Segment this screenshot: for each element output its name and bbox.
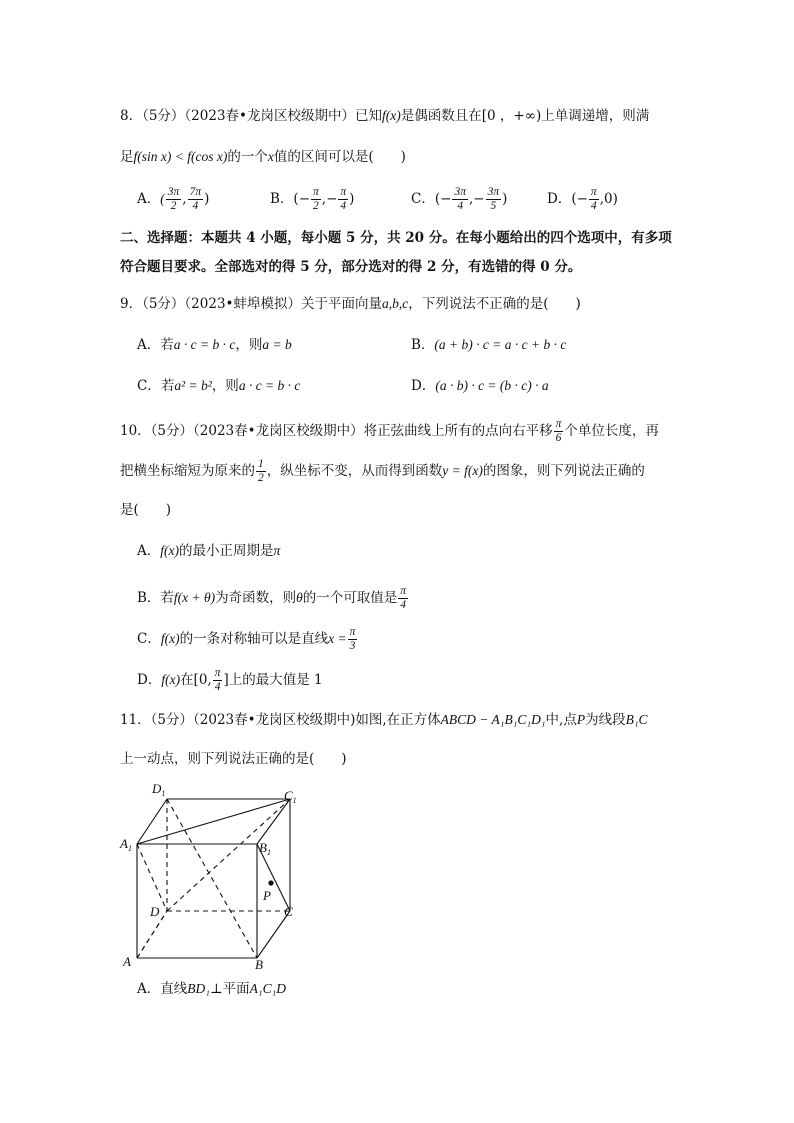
q8-option-a[interactable]: [137, 186, 209, 213]
q10-b-m1: f(x + θ): [173, 590, 216, 605]
q8-option-d-label: D．: [547, 191, 572, 207]
q8-a-sep: ,: [182, 191, 187, 207]
q10-shift-d: 6: [555, 432, 562, 444]
q11-a-m1: BD₁: [187, 981, 210, 996]
q10-option-d[interactable]: [137, 667, 323, 694]
q10-option-a[interactable]: [137, 541, 280, 561]
point-p: [268, 880, 273, 885]
q8-d-post: ,0): [599, 191, 618, 207]
q8-a-frac1: [166, 186, 182, 213]
q8-d-frac1: [589, 186, 599, 213]
q10-d-label: D．: [137, 672, 162, 688]
q9-stem: [120, 294, 581, 314]
q9-c-m1: a² = b²: [174, 378, 212, 393]
label-p: P: [263, 888, 271, 903]
q9-c-m2: a · c = b · c: [238, 378, 301, 393]
q8-option-a-label: A．: [137, 191, 161, 207]
q10-option-b[interactable]: [137, 585, 409, 612]
label-c1: $C_1$: [284, 788, 297, 805]
q8-option-c[interactable]: [411, 186, 507, 213]
q10-a-m2: π: [273, 543, 281, 558]
q8-d-pre: (−: [571, 191, 588, 207]
q9-a-m1: a · c = b · c: [173, 337, 236, 352]
q8-option-b-label: B．: [270, 191, 294, 207]
q10-b-text: 为奇函数，则: [215, 590, 297, 606]
q11-a-text: ⊥平面: [209, 981, 250, 997]
q8-line2-c: 值的区间可以是( ): [273, 149, 406, 165]
q9-option-c[interactable]: [137, 376, 300, 396]
q8-b-f1d: 2: [313, 200, 319, 212]
label-d1: $D_1$: [152, 781, 166, 798]
q8-stem-line2: [120, 147, 406, 167]
q10-c-m2: x =: [328, 631, 347, 646]
q8-a-f1n: 3π: [167, 186, 180, 198]
q8-d-f1d: 4: [590, 200, 597, 212]
label-a1: $A_1$: [120, 836, 132, 853]
q10-stem-line1: [120, 418, 659, 445]
q8-option-c-label: C．: [411, 191, 435, 207]
q8-c-f2d: 5: [490, 200, 497, 212]
q8-c-f2n: 3π: [487, 186, 500, 198]
q10-b-label: B．若: [137, 590, 174, 606]
q10-c-frac: [348, 626, 358, 653]
q11-cube: ABCD − A₁B₁C₁D₁: [440, 712, 546, 727]
edge-a1d1: [137, 799, 167, 844]
q8-option-d[interactable]: [547, 186, 618, 213]
q8-b-frac2: [338, 186, 348, 213]
q10-stem-line2: [120, 458, 645, 485]
q11-stem-line1: [120, 710, 648, 730]
q8-b-f2n: π: [340, 186, 347, 198]
q8-a-post: ): [204, 191, 210, 207]
q11-mid2: 为线段: [585, 712, 626, 728]
q9-d-label: D．: [411, 378, 436, 394]
q9-c-mid: ，则: [211, 378, 239, 394]
q9-option-d[interactable]: [411, 376, 549, 396]
diag-a1c1: [137, 799, 290, 844]
q8-b-f1n: π: [313, 186, 319, 198]
q8-inequality: f(sin x) < f(cos x): [133, 149, 228, 164]
q8-a-frac2: [188, 186, 204, 213]
q8-c-frac2: [486, 186, 502, 213]
q10-d-text: 在[0,: [180, 672, 212, 688]
q8-c-f1d: 4: [457, 200, 464, 212]
q8-a-f2n: 7π: [189, 186, 202, 198]
q9-c-label: C．若: [137, 378, 175, 394]
q10-b-fd: 4: [400, 599, 407, 611]
q8-b-pre: (−: [293, 191, 311, 207]
q8-line2-b: 的一个: [227, 149, 268, 165]
q10-b-fn: π: [400, 585, 407, 597]
q9-b-label: B．: [411, 337, 435, 353]
q10-half-n: 1: [258, 458, 264, 470]
q10-c-fn: π: [349, 626, 356, 638]
q10-d-frac: [213, 667, 223, 694]
q8-c-f1n: 3π: [454, 186, 466, 198]
q9-b-m1: (a + b) · c = a · c + b · c: [434, 337, 567, 352]
q9-option-b[interactable]: [411, 335, 566, 355]
q11-a-m2: A₁C₁D: [249, 981, 287, 996]
q9-vectors: a,b,c: [382, 296, 409, 311]
q10-stem-line3: 是( ): [120, 502, 172, 518]
q11-seg: B₁C: [625, 712, 648, 727]
q10-option-c[interactable]: [137, 626, 358, 653]
q10-c-m1: f(x): [160, 631, 180, 646]
q10-shift-frac: [554, 418, 564, 445]
label-b1: $B_1$: [259, 840, 271, 857]
q8-c-post: ): [502, 191, 508, 207]
q10-d-m1: f(x): [161, 672, 181, 687]
q8-a-pre: (: [160, 191, 165, 206]
diag-bd1: [167, 799, 257, 958]
q8-option-b[interactable]: [270, 186, 354, 213]
q8-b-post: ): [349, 191, 355, 207]
q10-b-frac: [398, 585, 408, 612]
q8-c-pre: (−: [434, 191, 452, 207]
q9-header: 9．（5分）（2023•蚌埠模拟）关于平面向量: [120, 296, 382, 312]
q11-a-label: A．直线: [137, 981, 188, 997]
q10-b-m2: θ: [296, 590, 303, 605]
q8-d-f1n: π: [590, 186, 597, 198]
q10-c-label: C．: [137, 631, 161, 647]
q11-header: 11．（5分）（2023春•龙岗区校级期中)如图,在正方体: [120, 712, 441, 728]
q8-fx: f(x): [382, 108, 401, 123]
cube-figure: [110, 778, 310, 978]
section2-heading-line1: 二、选择题：本题共 4 小题，每小题 5 分，共 20 分。在每小题给出的四个选项中，有多项: [120, 230, 672, 246]
q11-p: P: [576, 712, 586, 727]
q10-d-fd: 4: [214, 681, 221, 693]
q10-c-text: 的一条对称轴可以是直线: [179, 631, 329, 647]
q8-c-sep: ,−: [468, 191, 485, 207]
q10-a-text: 的最小正周期是: [178, 543, 274, 559]
q10-half-d: 2: [258, 472, 264, 484]
label-a: A: [123, 954, 131, 969]
diag-a1d: [137, 844, 167, 911]
q8-b-frac1: [311, 186, 321, 213]
label-c: C: [284, 904, 293, 919]
q10-a-label: A．: [137, 543, 161, 559]
q10-yfx: y = f(x): [442, 463, 483, 478]
q8-mid: 是偶函数且在[0 ，+∞)上单调递增，则满: [400, 108, 650, 124]
q8-a-f1d: 2: [170, 200, 177, 212]
q10-d-text2: ]上的最大值是 1: [223, 672, 323, 688]
q9-a-label: A．若: [137, 337, 174, 353]
q8-header: 8．（5分）（2023春•龙岗区校级期中）已知: [120, 108, 382, 124]
q10-shift-n: π: [555, 418, 562, 430]
q11-option-a[interactable]: [137, 979, 286, 999]
q10-half-frac: [256, 458, 266, 485]
q8-xvar: x: [267, 149, 274, 164]
q8-stem-line1: [120, 106, 649, 126]
q10-header-tail: 个单位长度，再: [564, 423, 659, 439]
section2-heading-line2: 符合题目要求。全部选对的得 5 分，部分选对的得 2 分，有选错的得 0 分。: [120, 259, 582, 275]
diag-dc1: [167, 799, 290, 911]
q9-a-mid: ，则: [235, 337, 263, 353]
q10-line2-b: ，纵坐标不变，从而得到函数: [266, 463, 443, 479]
q8-c-frac1: [452, 186, 468, 213]
q10-d-fn: π: [214, 667, 221, 679]
q8-a-f2d: 4: [192, 200, 199, 212]
q10-line2-c: 的图象，则下列说法正确的: [482, 463, 645, 479]
edge-b1c1: [257, 799, 290, 844]
q10-line2-a: 把横坐标缩短为原来的: [120, 463, 255, 479]
q8-b-f2d: 4: [340, 200, 347, 212]
label-d: D: [150, 904, 160, 919]
q11-mid: 中,点: [545, 712, 577, 728]
q9-option-a[interactable]: [137, 335, 292, 355]
q9-tail: ，下列说法不正确的是( ): [408, 296, 581, 312]
q10-c-fd: 3: [349, 640, 356, 652]
q9-a-m2: a = b: [262, 337, 292, 352]
q10-a-m1: f(x): [160, 543, 179, 558]
q10-b-text2: 的一个可取值是: [302, 590, 398, 606]
label-b: B: [255, 957, 263, 972]
q11-stem-line2: 上一动点，则下列说法正确的是( ): [120, 751, 347, 767]
q10-header: 10．（5分）（2023春•龙岗区校级期中）将正弦曲线上所有的点向右平移: [120, 423, 553, 439]
q8-line2-a: 足: [120, 149, 134, 165]
q9-d-m1: (a · b) · c = (b · c) · a: [435, 378, 549, 393]
q8-b-sep: ,−: [321, 191, 338, 207]
